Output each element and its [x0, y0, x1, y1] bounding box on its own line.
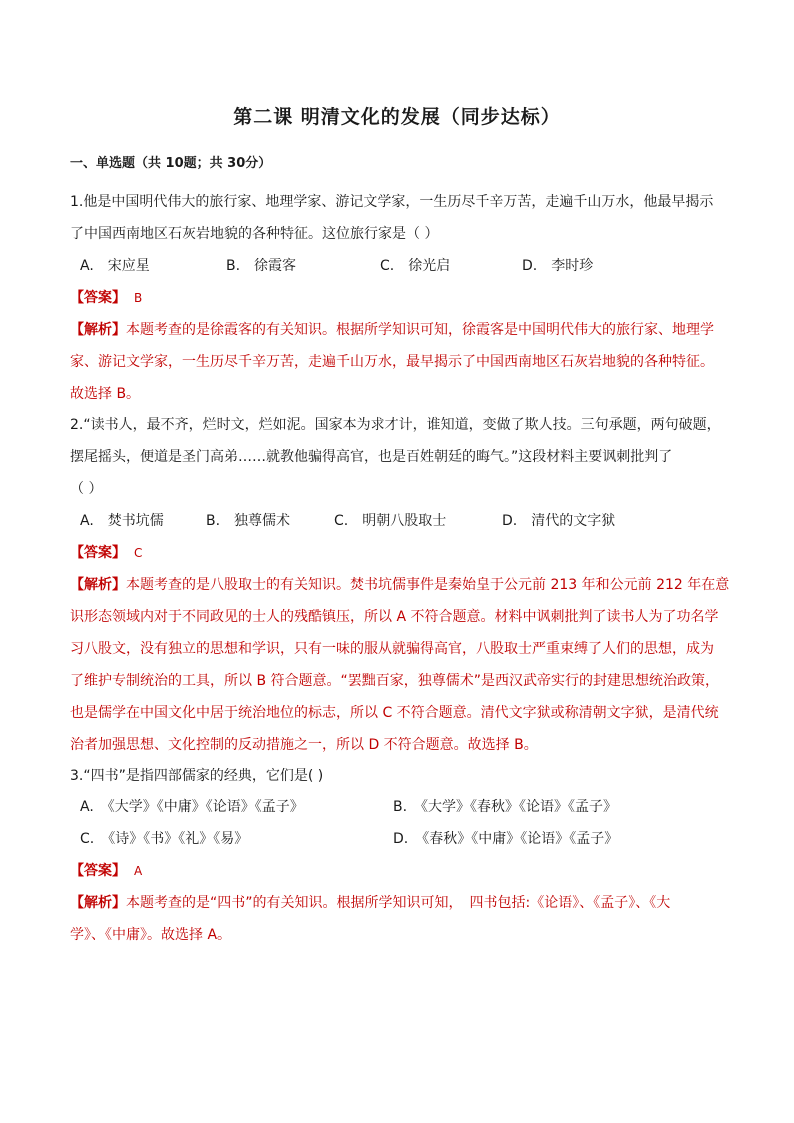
q1-option-d: D. 李时珍: [522, 258, 594, 274]
q2-analysis-line-2: 识形态领域内对于不同政见的士人的残酷镇压，所以 A 不符合题意。材料中讽刺批判了读书人为了功名学: [70, 609, 719, 625]
q1-stem-line-1: 1.他是中国明代伟大的旅行家、地理学家、游记文学家，一生历尽千辛万苦，走遍千山万水，他最早揭示: [70, 194, 714, 210]
q3-stem-line-1: 3.“四书”是指四部儒家的经典，它们是( ): [70, 768, 324, 784]
q1-analysis-line-1: [70, 320, 714, 340]
answer-tag: 【答案】: [70, 863, 126, 879]
analysis-tag: 【解析】: [70, 577, 126, 593]
q1-answer-line: [70, 288, 142, 308]
q3-option-b: B. 《大学》《春秋》《论语》《孟子》: [393, 799, 618, 815]
q1-analysis-text-1: 本题考查的是徐霞客的有关知识。根据所学知识可知，徐霞客是中国明代伟大的旅行家、地理学: [126, 322, 714, 338]
q2-option-a: A. 焚书坑儒: [80, 513, 164, 529]
q1-analysis-line-3: 故选择 B。: [70, 386, 141, 402]
q2-stem-line-1: 2.“读书人，最不齐，烂时文，烂如泥。国家本为求才计，谁知道，变做了欺人技。三句承题，两句破题，: [70, 417, 721, 433]
q1-option-c: C. 徐光启: [380, 258, 451, 274]
analysis-tag: 【解析】: [70, 895, 126, 911]
answer-tag: 【答案】: [70, 545, 126, 561]
section-heading: 一、单选题（共 10题；共 30分）: [70, 156, 272, 171]
q2-analysis-line-1: [70, 575, 729, 595]
q2-answer-line: [70, 543, 142, 563]
q3-analysis-line-1: [70, 893, 670, 913]
q2-option-b: B. 独尊儒术: [206, 513, 291, 529]
q3-answer-line: [70, 861, 142, 881]
q2-analysis-line-3: 习八股文，没有独立的思想和学识，只有一味的服从就骗得高官，八股取士严重束缚了人们的思想，成为: [70, 641, 714, 657]
q1-answer: B: [134, 291, 143, 305]
analysis-tag: 【解析】: [70, 322, 126, 338]
q3-option-a: A. 《大学》《中庸》《论语》《孟子》: [80, 799, 304, 815]
q2-stem-line-3: （ ）: [70, 481, 103, 497]
q3-answer: A: [134, 864, 143, 878]
q2-analysis-line-4: 了维护专制统治的工具，所以 B 符合题意。“罢黜百家，独尊儒术”是西汉武帝实行的封建思想统治政策，: [70, 673, 720, 689]
q1-option-b: B. 徐霞客: [226, 258, 297, 274]
q1-option-a: A. 宋应星: [80, 258, 150, 274]
q2-analysis-text-1: 本题考查的是八股取士的有关知识。焚书坑儒事件是秦始皇于公元前 213 年和公元前 212 年在意: [126, 577, 730, 593]
q2-option-c: C. 明朝八股取士: [334, 513, 447, 529]
q1-analysis-line-2: 家、游记文学家，一生历尽千辛万苦，走遍千山万水，最早揭示了中国西南地区石灰岩地貌的各种特征。: [70, 354, 714, 370]
q3-analysis-text-1: 本题考查的是“四书”的有关知识。根据所学知识可知， 四书包括:《论语》、《孟子》、《大: [126, 895, 671, 911]
q3-analysis-line-2: 学》、《中庸》。故选择 A。: [70, 927, 232, 943]
q2-analysis-line-5: 也是儒学在中国文化中居于统治地位的标志，所以 C 不符合题意。清代文字狱或称清朝文字狱，是清代统: [70, 705, 719, 721]
q3-option-d: D. 《春秋》《中庸》《论语》《孟子》: [393, 831, 619, 847]
q2-option-d: D. 清代的文字狱: [502, 513, 616, 529]
answer-tag: 【答案】: [70, 290, 126, 306]
q1-stem-line-2: 了中国西南地区石灰岩地貌的各种特征。这位旅行家是（ ）: [70, 226, 439, 242]
q2-analysis-line-6: 治者加强思想、文化控制的反动措施之一，所以 D 不符合题意。故选择 B。: [70, 737, 538, 753]
q3-option-c: C. 《诗》《书》《礼》《易》: [80, 831, 249, 847]
q2-answer: C: [134, 546, 143, 560]
page-title: 第二课 明清文化的发展（同步达标）: [233, 106, 561, 128]
q2-stem-line-2: 摆尾摇头，便道是圣门高弟……就教他骗得高官，也是百姓朝廷的晦气。”这段材料主要讽刺批判了: [70, 449, 673, 465]
